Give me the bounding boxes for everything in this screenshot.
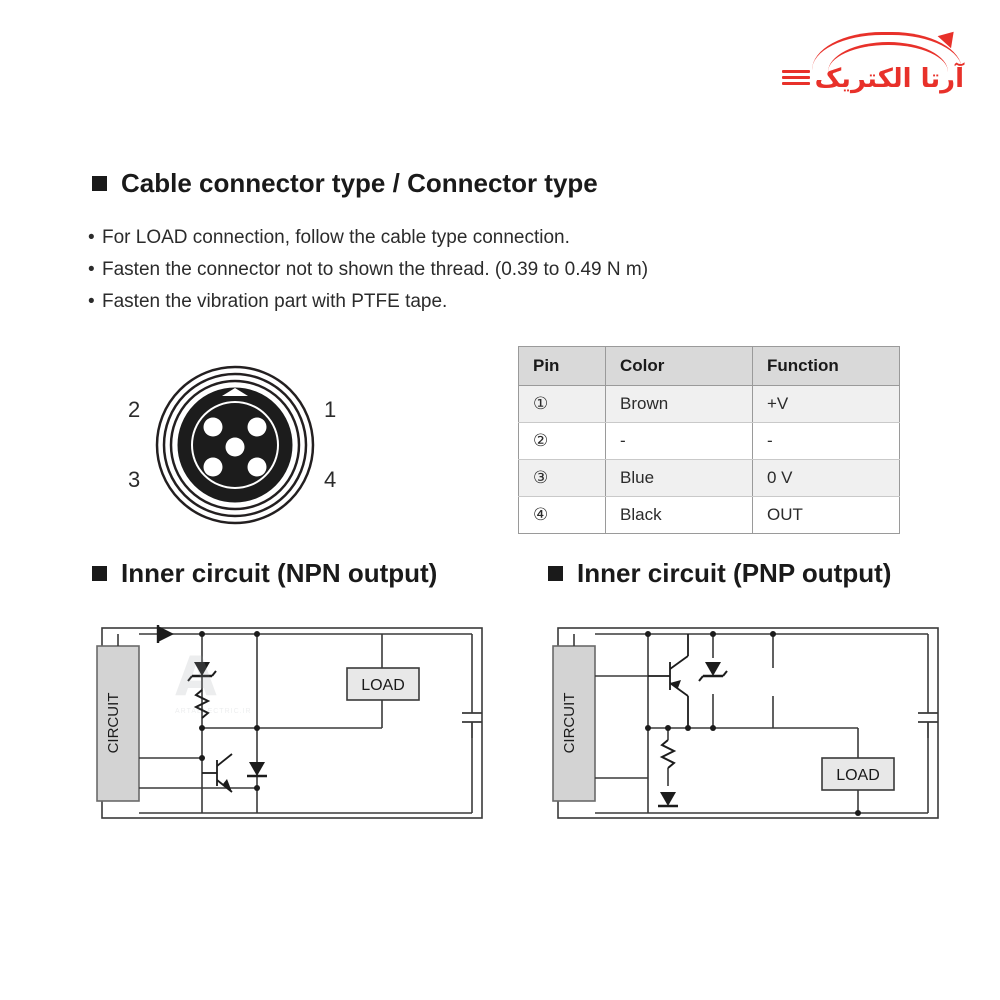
pin-assignment-table [518, 346, 900, 534]
list-item-text: Fasten the connector not to shown the thread. (0.39 to 0.49 N m) [102, 259, 649, 280]
bullet-dot-icon: • [88, 259, 95, 280]
cell-function: 0 V [753, 460, 900, 497]
cell-pin: ② [519, 423, 606, 460]
square-bullet-icon [92, 566, 107, 581]
watermark-sub: ARTAELECTRIC.IR [175, 708, 252, 715]
watermark-letter: A [175, 645, 217, 708]
column-header-function: Function [753, 347, 900, 386]
cell-color: Brown [606, 386, 753, 423]
instruction-list [88, 222, 648, 318]
npn-section-title [92, 558, 437, 589]
pnp-circuit-svg [548, 618, 948, 836]
npn-section-title-text: Inner circuit (NPN output) [121, 558, 438, 588]
page-title [92, 168, 598, 199]
list-item [88, 254, 648, 286]
svg-text:CIRCUIT: CIRCUIT [105, 692, 122, 754]
pin-label-2: 2 [128, 397, 141, 422]
pnp-section-title [548, 558, 891, 589]
square-bullet-icon [92, 176, 107, 191]
connector-face-diagram [110, 355, 360, 535]
logo-text: آرتا الکتریک [814, 64, 964, 94]
table-row [519, 497, 900, 534]
cell-pin: ① [519, 386, 606, 423]
table-header-row [519, 347, 900, 386]
cell-function: OUT [753, 497, 900, 534]
table-row [519, 460, 900, 497]
page-title-text: Cable connector type / Connector type [121, 168, 598, 198]
table-row [519, 423, 900, 460]
list-item [88, 286, 648, 318]
svg-text:LOAD: LOAD [361, 677, 405, 694]
pin-label-3: 3 [128, 467, 141, 492]
pin-label-4: 4 [324, 467, 337, 492]
cell-color: - [606, 423, 753, 460]
cell-function: - [753, 423, 900, 460]
pnp-section-title-text: Inner circuit (PNP output) [577, 558, 892, 588]
svg-text:CIRCUIT: CIRCUIT [561, 692, 578, 754]
list-item-text: For LOAD connection, follow the cable type connection. [102, 227, 570, 248]
npn-circuit-diagram [92, 618, 492, 836]
square-bullet-icon [548, 566, 563, 581]
list-item-text: Fasten the vibration part with PTFE tape. [102, 291, 448, 312]
pnp-circuit-diagram [548, 618, 948, 836]
list-item [88, 222, 648, 254]
table-row [519, 386, 900, 423]
cell-pin: ④ [519, 497, 606, 534]
cell-function: +V [753, 386, 900, 423]
cell-color: Black [606, 497, 753, 534]
bullet-dot-icon: • [88, 291, 95, 312]
column-header-pin: Pin [519, 347, 606, 386]
pin-label-1: 1 [324, 397, 337, 422]
svg-text:LOAD: LOAD [836, 767, 880, 784]
bullet-dot-icon: • [88, 227, 95, 248]
cell-pin: ③ [519, 460, 606, 497]
column-header-color: Color [606, 347, 753, 386]
connector-svg [110, 355, 360, 535]
npn-circuit-svg [92, 618, 492, 836]
logo-ticks-icon [782, 70, 810, 92]
brand-logo [782, 30, 972, 100]
cell-color: Blue [606, 460, 753, 497]
